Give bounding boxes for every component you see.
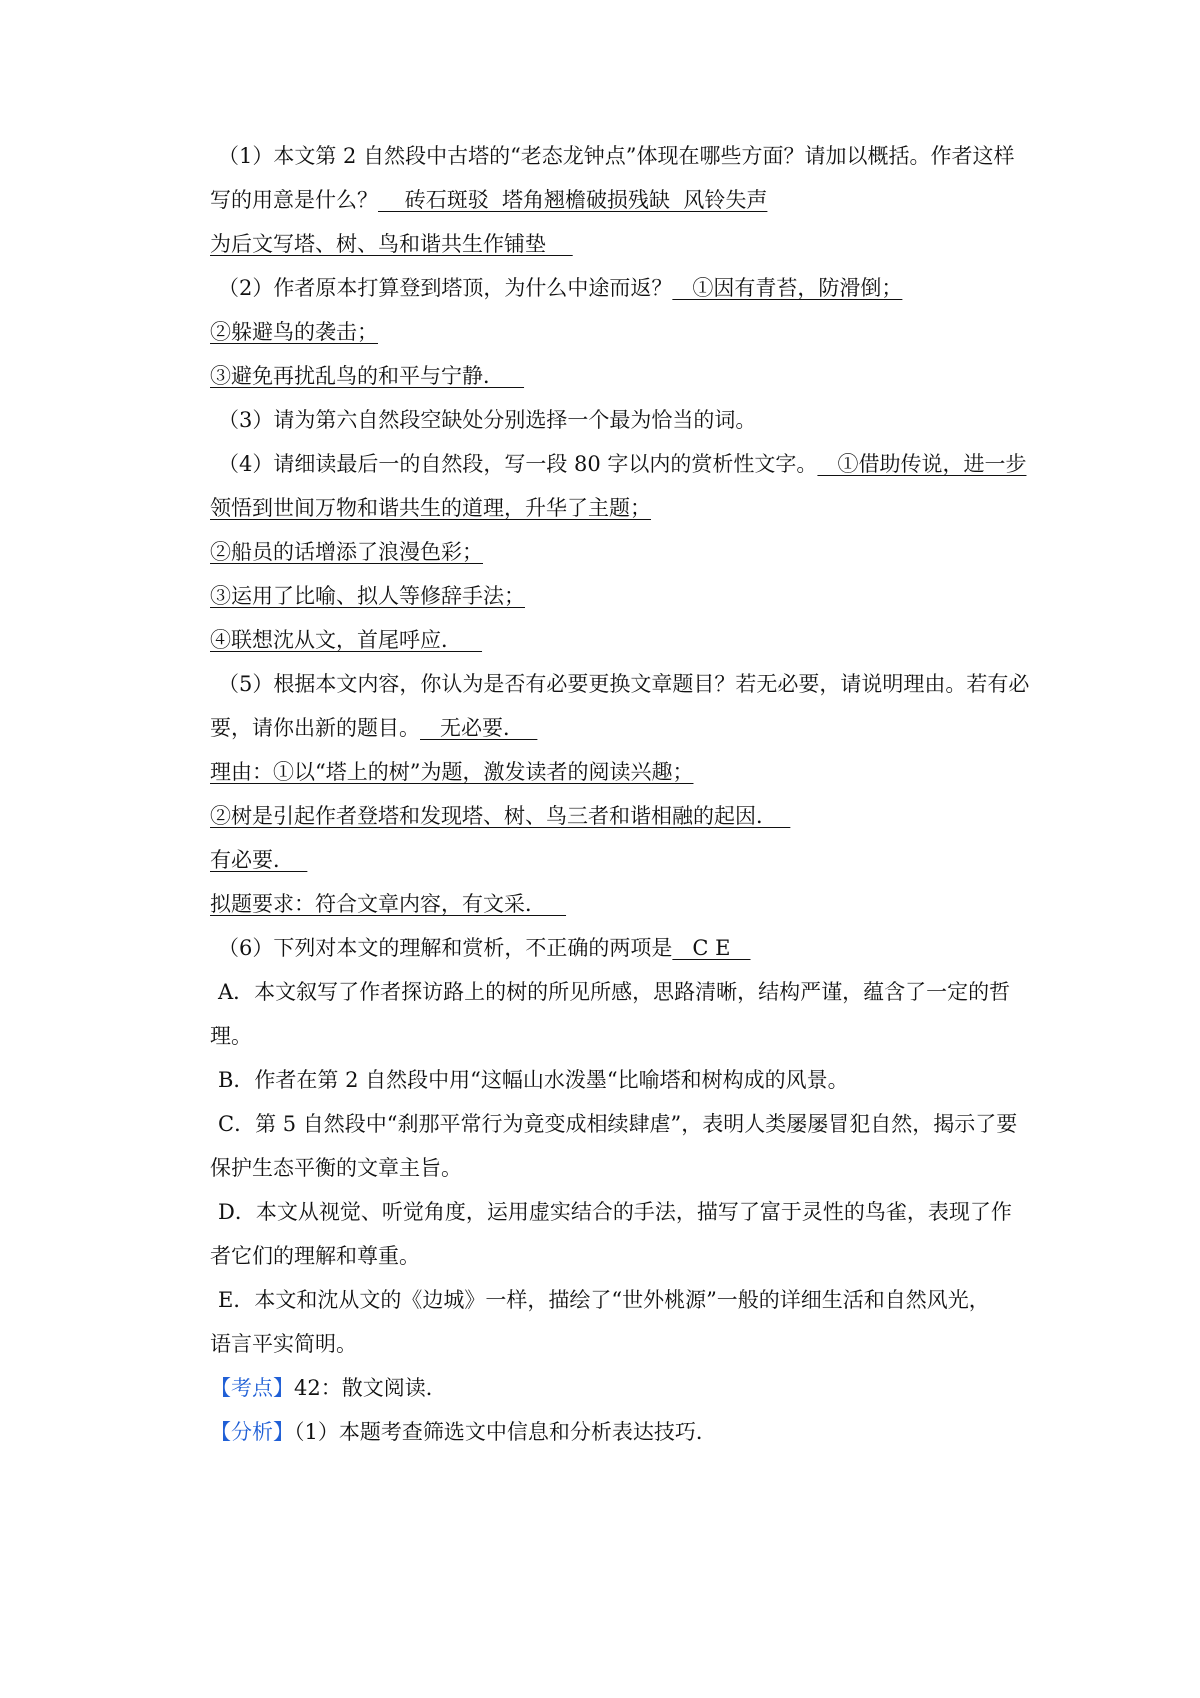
q4-question: （4）请细读最后一的自然段，写一段 80 字以内的赏析性文字。 bbox=[218, 452, 818, 476]
q3-question: （3）请为第六自然段空缺处分别选择一个最为恰当的词。 bbox=[218, 408, 757, 432]
kaodian-line bbox=[210, 1373, 1030, 1403]
q4-answer-3: ②船员的话增添了浪漫色彩； bbox=[210, 540, 483, 564]
q6-option-c-line1: C．第 5 自然段中“刹那平常行为竟变成相续肆虐”，表明人类屡屡冒犯自然，揭示了要 bbox=[218, 1112, 1018, 1136]
q1-answer-part2: 为后文写塔、树、鸟和谐共生作铺垫 bbox=[210, 232, 573, 256]
q4-answer-2: 领悟到世间万物和谐共生的道理，升华了主题； bbox=[210, 496, 651, 520]
q5-line1: （5）根据本文内容，你认为是否有必要更换文章题目？若无必要，请说明理由。若有必 bbox=[218, 672, 1030, 696]
fenxi-text: （1）本题考查筛选文中信息和分析表达技巧． bbox=[294, 1420, 717, 1444]
q2-answer-3: ③避免再扰乱鸟的和平与宁静． bbox=[210, 364, 525, 388]
q5-question-end: 要，请你出新的题目。 bbox=[210, 716, 420, 740]
q6-option-a-line1: A．本文叙写了作者探访路上的树的所见所感，思路清晰，结构严谨，蕴含了一定的哲 bbox=[218, 980, 1011, 1004]
q4-answer-5: ④联想沈从文，首尾呼应． bbox=[210, 628, 483, 652]
kaodian-tag: 【考点】 bbox=[210, 1376, 294, 1400]
q5-answer-4: 有必要． bbox=[210, 848, 308, 872]
q6-option-e-line2: 语言平实简明。 bbox=[210, 1332, 357, 1356]
q5-answer-3: ②树是引起作者登塔和发现塔、树、鸟三者和谐相融的起因． bbox=[210, 804, 791, 828]
q6-option-c-line2: 保护生态平衡的文章主旨。 bbox=[210, 1156, 462, 1180]
q6-option-b: B．作者在第 2 自然段中用“这幅山水泼墨“比喻塔和树构成的风景。 bbox=[218, 1068, 849, 1092]
q4-answer-1: ①借助传说，进一步 bbox=[817, 452, 1027, 476]
q2-answer-2: ②躲避鸟的袭击； bbox=[210, 320, 378, 344]
q5-answer-1: 无必要． bbox=[420, 716, 538, 740]
q6-answer: C E bbox=[672, 936, 751, 960]
q5-answer-5: 拟题要求：符合文章内容，有文采． bbox=[210, 892, 567, 916]
q1-line2 bbox=[210, 185, 1030, 215]
q4-answer-4: ③运用了比喻、拟人等修辞手法； bbox=[210, 584, 525, 608]
q2-question: （2）作者原本打算登到塔顶，为什么中途而返？ bbox=[218, 276, 673, 300]
fenxi-line bbox=[210, 1417, 1030, 1447]
q1-answer-part1: 砖石斑驳 塔角翘檐破损残缺 风铃失声 bbox=[378, 188, 768, 212]
q6-option-a-line2: 理。 bbox=[210, 1024, 252, 1048]
q6-option-e-line1: E．本文和沈从文的《边城》一样，描绘了“世外桃源”一般的详细生活和自然风光， bbox=[218, 1288, 990, 1312]
q2-line1 bbox=[218, 273, 1038, 303]
q6-option-d-line2: 者它们的理解和尊重。 bbox=[210, 1244, 420, 1268]
q2-answer-1: ①因有青苔，防滑倒； bbox=[672, 276, 903, 300]
q6-line1 bbox=[218, 933, 1038, 963]
q5-answer-2: 理由：①以“塔上的树”为题，激发读者的阅读兴趣； bbox=[210, 760, 694, 784]
q1-question-end: 写的用意是什么？ bbox=[210, 188, 378, 212]
q6-question: （6）下列对本文的理解和赏析，不正确的两项是 bbox=[218, 936, 673, 960]
q4-line1 bbox=[218, 449, 1038, 479]
q1-line1: （1）本文第 2 自然段中古塔的“老态龙钟点”体现在哪些方面？请加以概括。作者这样 bbox=[218, 144, 1015, 168]
kaodian-text: 42：散文阅读． bbox=[294, 1376, 447, 1400]
q6-option-d-line1: D．本文从视觉、听觉角度，运用虚实结合的手法，描写了富于灵性的鸟雀，表现了作 bbox=[218, 1200, 1012, 1224]
q5-line2 bbox=[210, 713, 1030, 743]
fenxi-tag: 【分析】 bbox=[210, 1420, 294, 1444]
